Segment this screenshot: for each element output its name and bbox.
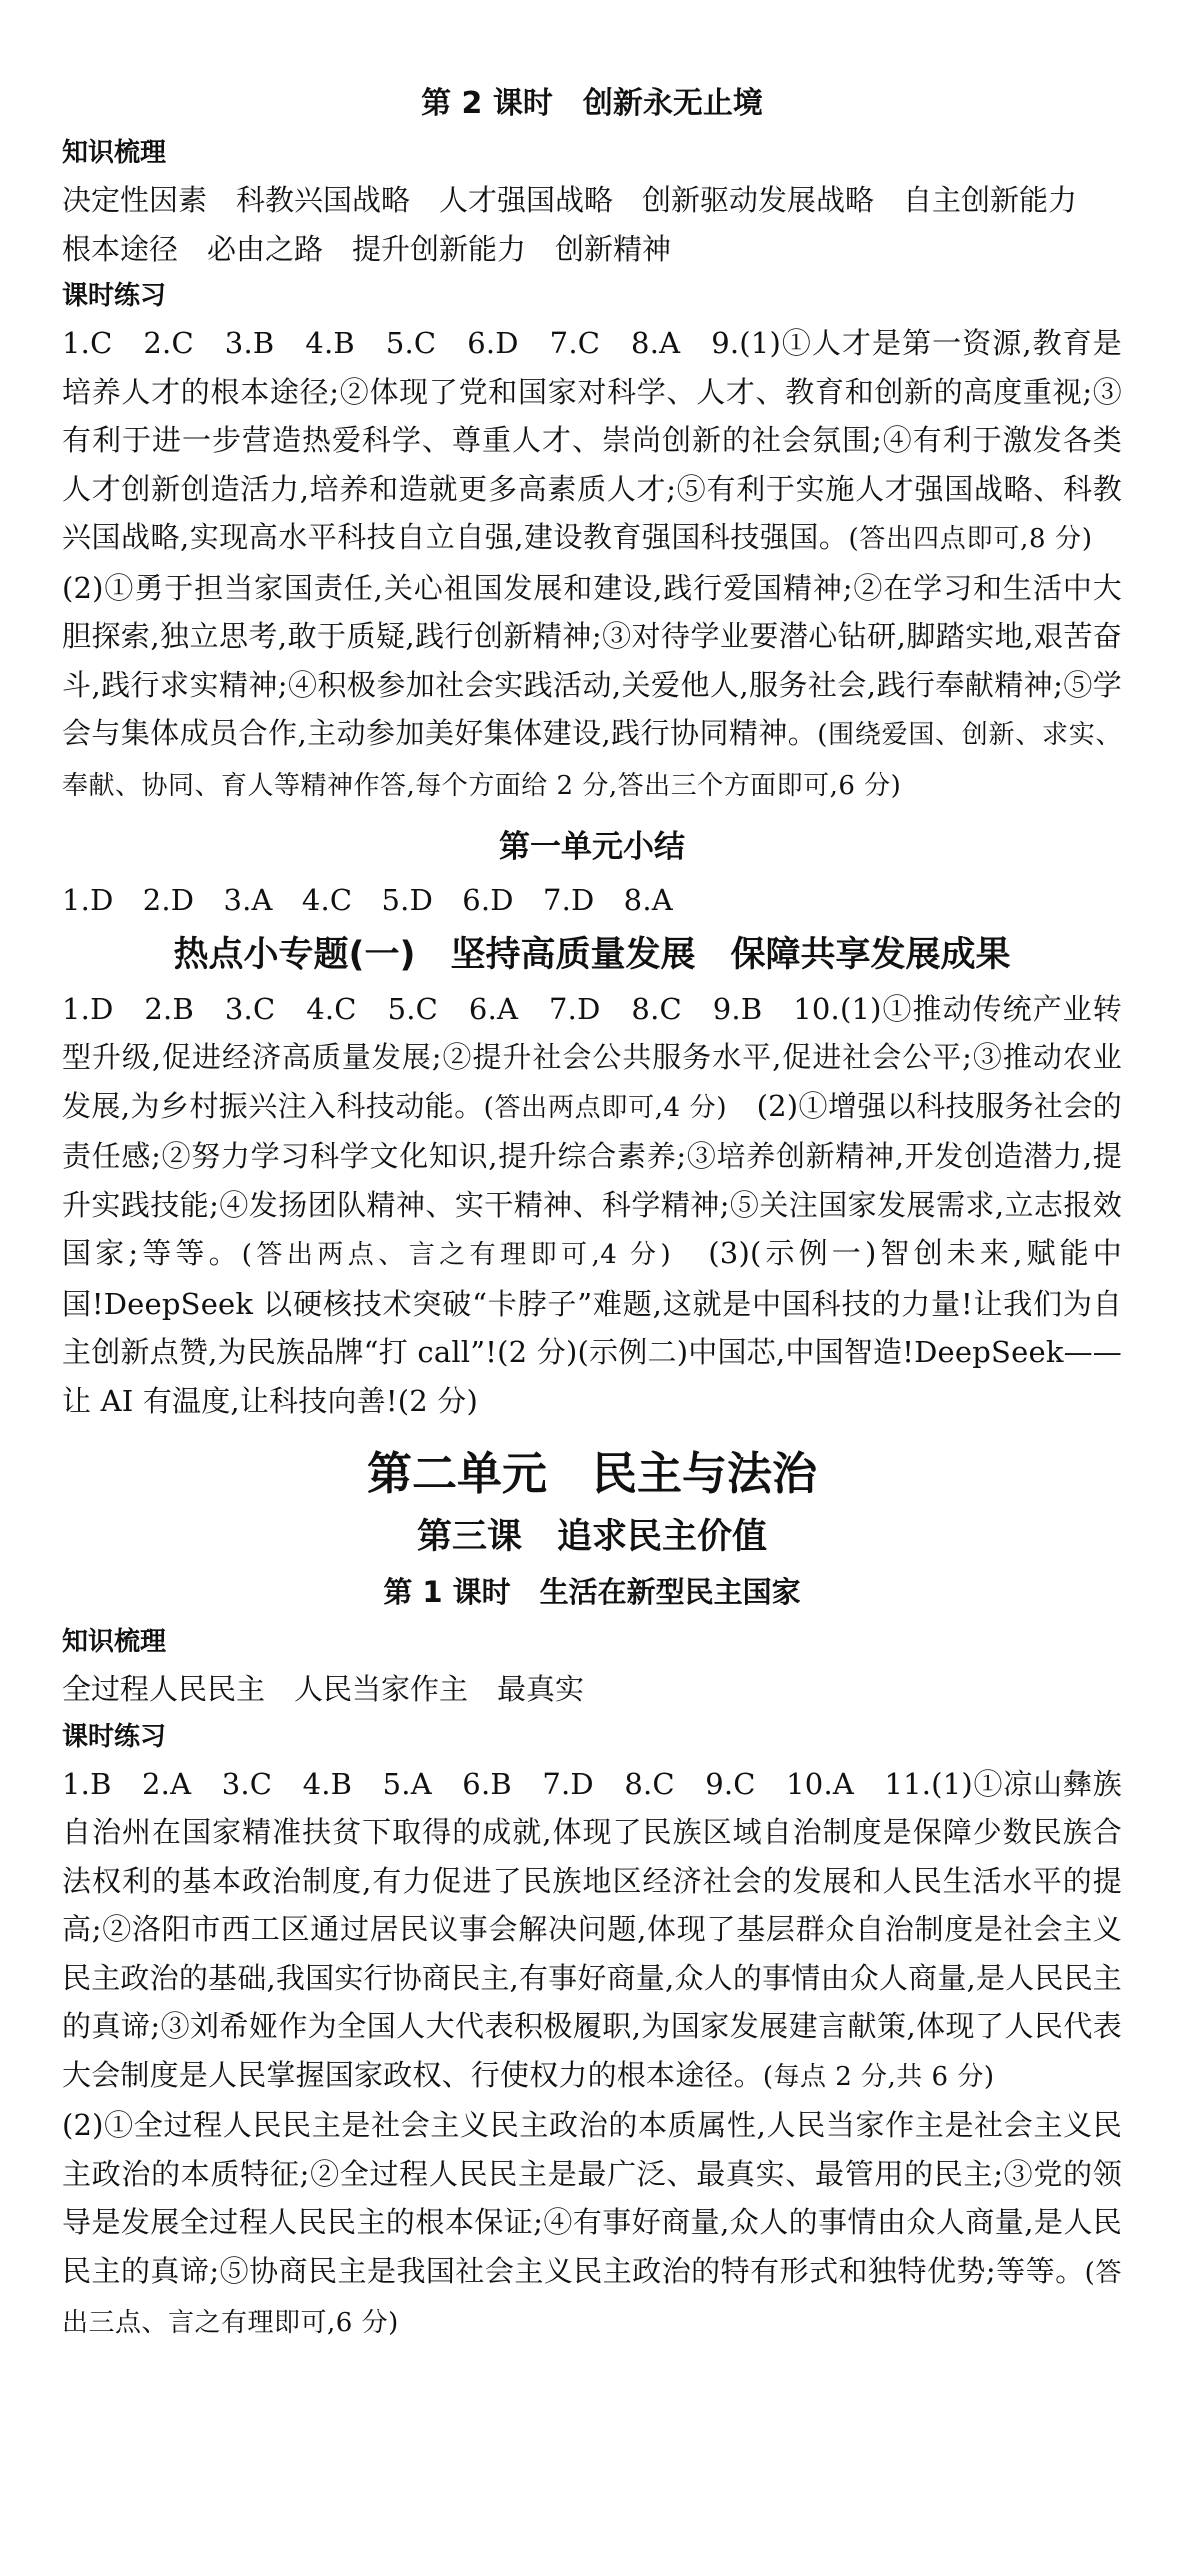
scoring-note: (答出三点、言之有理即可,6 分) — [62, 2257, 1122, 2338]
answers-part2: (2)①全过程人民民主是社会主义民主政治的本质属性,人民当家作主是社会主义民主政治的本质特征;②全过程人民民主是最广泛、最真实、最管用的民主;③党的领导是发展全过程人民民主的根本保证;④有事好商量,众人的事情由众人商量,是人民民主的真谛;⑤协商民主是我国社会主义民主政治的特有形式和独特优势;等等。 — [62, 2108, 1122, 2288]
scoring-note: (每点 2 分,共 6 分) — [762, 2061, 995, 2092]
answers-part1: 1.C 2.C 3.B 4.B 5.C 6.D 7.C 8.A 9.(1)①人才是第一资源,教育是培养人才的根本途径;②体现了党和国家对科学、人才、教育和创新的高度重视;③有利于进一步营造热爱科学、尊重人才、崇尚创新的社会氛围;④有利于激发各类人才创新创造活力,培养和造就更多高素质人才;⑤有利于实施人才强国战略、科教兴国战略,实现高水平科技自立自强,建设教育强国科技强国。 — [62, 326, 1122, 554]
hot-topic-part1: 1.D 2.B 3.C 4.C 5.C 6.A 7.D 8.C 9.B 10.(1)①推动传统产业转型升级,促进经济高质量发展;②提升社会公共服务水平,促进社会公平;③推动农业发展,为乡村振兴注入科技动能。 — [62, 991, 1122, 1123]
scoring-note: (答出四点即可,8 分) — [848, 524, 1093, 554]
scoring-note: (答出两点即可,4 分) — [483, 1092, 727, 1123]
knowledge-heading: 知识梳理 — [62, 138, 167, 168]
practice-heading: 课时练习 — [62, 1721, 167, 1752]
answer-page — [62, 78, 1122, 2348]
chapter-title: 第三课 追求民主价值 — [416, 1517, 767, 1557]
scoring-note: (围绕爱国、创新、求实、奉献、协同、育人等精神作答,每个方面给 2 分,答出三个方面即可,6 分) — [62, 720, 1122, 801]
practice-heading: 课时练习 — [62, 281, 167, 311]
lesson-title: 第 1 课时 生活在新型民主国家 — [383, 1575, 801, 1609]
unit-summary-title: 第一单元小结 — [499, 829, 685, 865]
knowledge-terms: 决定性因素 科教兴国战略 人才强国战略 创新驱动发展战略 自主创新能力 根本途径 必由之路 提升创新能力 创新精神 — [62, 183, 1107, 266]
hot-topic-title: 热点小专题(一) 坚持高质量发展 保障共享发展成果 — [173, 934, 1011, 975]
answers-part1: 1.B 2.A 3.C 4.B 5.A 6.B 7.D 8.C 9.C 10.A 11.(1)①凉山彝族自治州在国家精准扶贫下取得的成就,体现了民族区域自治制度是保障少数民族合法权利的基本政治制度,有力促进了民族地区经济社会的发展和人民生活水平的提高;②洛阳市西工区通过居民议事会解决问题,体现了基层群众自治制度是社会主义民主政治的基础,我国实行协商民主,有事好商量,众人的事情由众人商量,是人民民主的真谛;③刘希娅作为全国人大代表积极履职,为国家发展建言献策,体现了人民代表大会制度是人民掌握国家政权、行使权力的根本途径。 — [62, 1766, 1122, 2092]
unit-title: 第二单元 民主与法治 — [366, 1447, 817, 1500]
practice-answers — [62, 319, 1122, 810]
hot-topic-part2: (2)①增强以科技服务社会的责任感;②努力学习科学文化知识,提升综合素养;③培养创新精神,开发创造潜力,提升实践技能;④发扬团队精神、实干精神、科学精神;⑤关注国家发展需求,立志报效国家;等等。 — [62, 1088, 1122, 1270]
practice-answers — [62, 1760, 1122, 2102]
answers-part2: (2)①勇于担当家国责任,关心祖国发展和建设,践行爱国精神;②在学习和生活中大胆探索,独立思考,敢于质疑,践行创新精神;③对待学业要潜心钻研,脚踏实地,艰苦奋斗,践行求实精神;④积极参加社会实践活动,关爱他人,服务社会,践行奉献精神;⑤学会与集体成员合作,主动参加美好集体建设,践行协同精神。 — [62, 520, 1123, 750]
knowledge-heading: 知识梳理 — [62, 1627, 167, 1657]
unit-summary-answers: 1.D 2.D 3.A 4.C 5.D 6.D 7.D 8.A — [62, 883, 673, 917]
hot-topic-part3: (3)(示例一)智创未来,赋能中国!DeepSeek 以硬核技术突破“卡脖子”难题,这就是中国科技的力量!让我们为自主创新点赞,为民族品牌“打 call”!(2 分)(示例二)中国芯,中国智造!DeepSeek——让 AI 有温度,让科技向善!(2 分) — [62, 1236, 1122, 1418]
lesson-title: 第 2 课时 创新永无止境 — [421, 86, 763, 121]
scoring-note: (答出两点、言之有理即可,4 分) — [241, 1240, 672, 1270]
hot-topic-answers — [62, 985, 1122, 1426]
practice-answers-part2 — [62, 2101, 1122, 2348]
knowledge-terms: 全过程人民民主 人民当家作主 最真实 — [62, 1672, 585, 1706]
